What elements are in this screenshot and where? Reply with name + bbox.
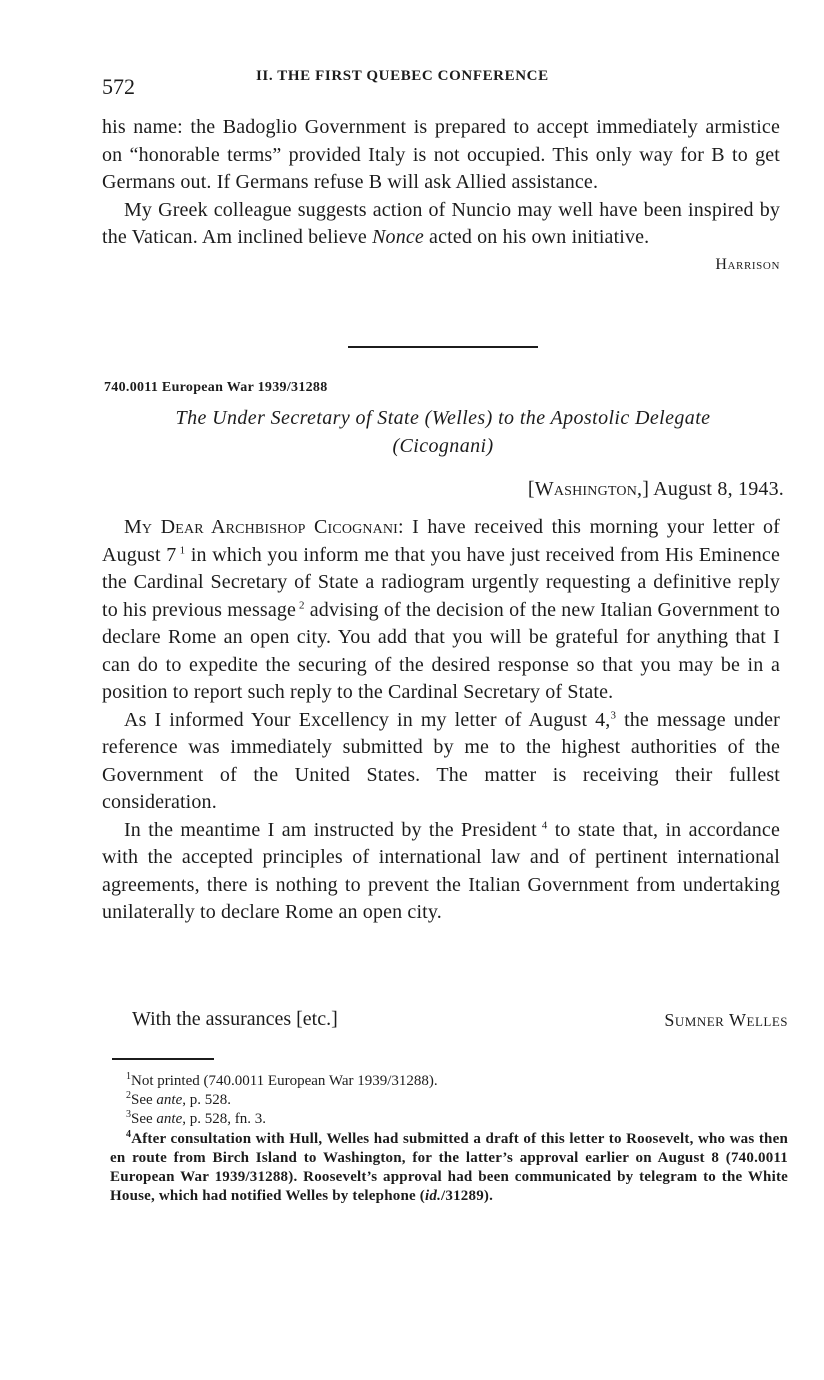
footnote-2: $^2$See ante, p. 528.: [126, 1090, 231, 1109]
footnote-rule: [112, 1058, 214, 1060]
footnote-3: $^3$See ante, p. 528, fn. 3.: [126, 1109, 266, 1128]
page-header: [102, 66, 782, 100]
previous-paragraph-1: his name: the Badoglio Government is prepared to accept immediately armistice on “honorable terms” provided Italy is not occupied. This only way for B to get Germans out. If Germans refuse B will ask Allied assistance.: [102, 116, 780, 193]
dateline: [528, 478, 784, 501]
footnote-ref-1: 1: [176, 543, 186, 556]
title-line-2: (Cicognani): [392, 435, 494, 457]
file-number: 740.0011 European War 1939/31288: [104, 380, 328, 395]
closing-phrase: With the assurances [etc.]: [132, 1008, 338, 1030]
letter-paragraph-3: In the meantime I am instructed by the President $^4$ to state that, in accordance with the accepted principles of international law and of pertinent international agreements, there is nothing to prevent the Italian Government from undertaking unilaterally to declare Rome an open city.: [102, 818, 780, 923]
dateline-date: August 8, 1943.: [649, 478, 784, 500]
closing-row: [102, 1008, 788, 1038]
italic-word: Nonce: [372, 226, 424, 248]
document-separator-rule: [348, 346, 538, 348]
footnote-ref-2: 2: [296, 598, 305, 611]
letter-paragraph-1: My Dear Archbishop Cicognani: I have received this morning your letter of August 7 $^1$ in which you inform me that you have just received from His Eminence the Cardinal Secretary of State a radiogram urgently requesting a definitive reply to his previous message $^2$ advising of the decision of the new Italian Government to declare Rome an open city. You add that you will be grateful for anything that I can do to expedite the securing of the desired response so that you may be in a position to report such reply to the Cardinal Secretary of State.: [102, 516, 780, 703]
footnote-ref-4: 4: [536, 818, 548, 831]
previous-signature: Harrison: [715, 255, 780, 273]
letter-paragraph-2: As I informed Your Excellency in my letter of August 4,$^3$ the message under reference was immediately submitted by me to the highest authorities of the Government of the United States. The matter is receiving their fullest consideration.: [102, 708, 780, 813]
footnote-ref-3: 3: [610, 708, 617, 721]
salutation: My Dear Archbishop Cicognani:: [124, 516, 404, 538]
previous-paragraph-2: My Greek colleague suggests action of Nuncio may well have been inspired by the Vatican. Am inclined believe Nonce acted on his own initiative.: [102, 198, 780, 248]
previous-document-continuation: [102, 114, 780, 274]
page-number: 572: [102, 74, 135, 99]
footnote-1: $^1$Not printed (740.0011 European War 1939/31288).: [126, 1071, 438, 1089]
title-line-1: The Under Secretary of State (Welles) to the Apostolic Delegate: [175, 407, 711, 429]
document-title: [104, 404, 782, 460]
footnote-4: $^4$After consultation with Hull, Welles had submitted a draft of this letter to Roosevelt, who was then en route from Birch Island to Washington, for the latter’s approval earlier on August 8 (740.0011 European War 1939/31288). Roosevelt’s approval had been communicated by telegram to the White House, which had notified Welles by telephone (id./31289).: [110, 1128, 788, 1205]
running-head: II. THE FIRST QUEBEC CONFERENCE: [256, 68, 549, 84]
footnotes: [110, 1072, 788, 1206]
signature: Sumner Welles: [664, 1010, 788, 1030]
dateline-place: [Washington,]: [527, 478, 650, 500]
letter-body: [102, 514, 780, 927]
